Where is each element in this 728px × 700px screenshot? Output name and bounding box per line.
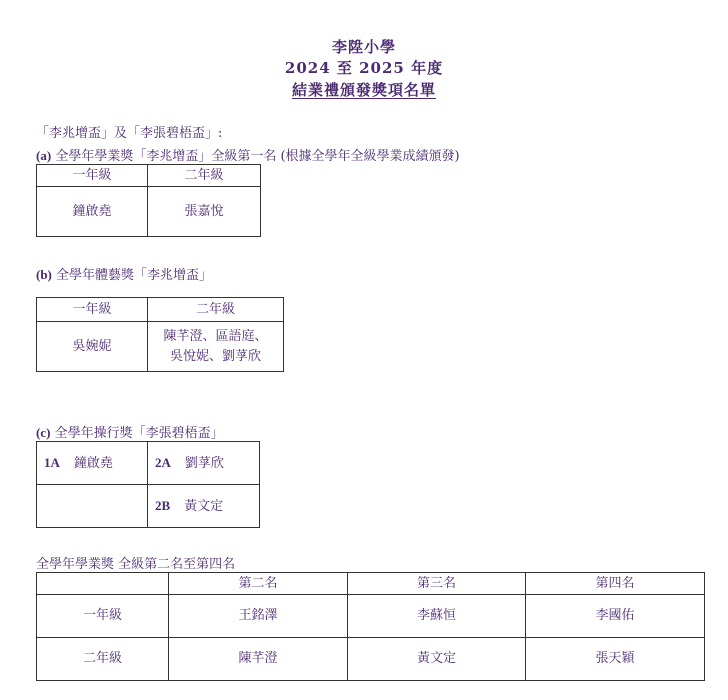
section-c-heading bbox=[36, 422, 224, 441]
table-row bbox=[37, 638, 705, 681]
class-code: 2B bbox=[155, 497, 171, 513]
section-b-names-p2-line1: 陳芊澄、區語庭、 bbox=[163, 328, 268, 344]
class-code: 2A bbox=[155, 454, 171, 470]
section-c-cell-2a bbox=[148, 442, 260, 485]
student-name: 李蘇恒 bbox=[348, 595, 526, 638]
section-b-header-p2: 二年級 bbox=[148, 298, 284, 322]
section-a-title: 全學年學業獎「李兆增盃」全級第一名 (根據全學年全級學業成績頒發) bbox=[55, 149, 460, 164]
ranking-table bbox=[36, 572, 705, 681]
section-a-heading bbox=[36, 145, 460, 164]
class-code: 1A bbox=[44, 454, 60, 470]
section-b-name-p1: 吳婉妮 bbox=[37, 322, 148, 372]
student-name: 鐘啟堯 bbox=[73, 455, 113, 471]
section-c-letter: (c) bbox=[36, 425, 51, 440]
section-c-title: 全學年操行獎「李張碧梧盃」 bbox=[54, 426, 224, 441]
grade-label: 二年級 bbox=[37, 638, 169, 681]
section-b-table bbox=[36, 297, 284, 372]
student-name: 張天穎 bbox=[526, 638, 705, 681]
ranking-title: 全學年學業獎 全級第二名至第四名 bbox=[36, 557, 236, 572]
section-a-letter: (a) bbox=[36, 148, 52, 163]
document-title: 結業禮頒發獎項名單 bbox=[291, 81, 436, 99]
section-a-header-p1: 一年級 bbox=[37, 165, 148, 187]
section-b-names-p2-line2: 吳悅妮、劉莩欣 bbox=[169, 348, 261, 364]
section-c-table bbox=[36, 441, 260, 528]
ranking-header-fourth: 第四名 bbox=[526, 573, 705, 595]
section-b-title: 全學年體藝獎「李兆增盃」 bbox=[56, 268, 213, 283]
grade-label: 一年級 bbox=[37, 595, 169, 638]
ranking-header-third: 第三名 bbox=[348, 573, 526, 595]
section-c-empty-cell bbox=[37, 485, 148, 528]
section-b-header-p1: 一年級 bbox=[37, 298, 148, 322]
school-year: 2024 至 2025 年度 bbox=[284, 59, 444, 77]
student-name: 李國佑 bbox=[526, 595, 705, 638]
section-c-cell-1a bbox=[37, 442, 148, 485]
section-b-letter: (b) bbox=[36, 267, 52, 282]
ranking-header-second: 第二名 bbox=[169, 573, 348, 595]
cups-intro: 「李兆增盃」及「李張碧梧盃」: bbox=[36, 126, 223, 141]
section-a-name-p1: 鐘啟堯 bbox=[37, 187, 148, 237]
student-name: 黃文定 bbox=[184, 498, 224, 514]
student-name: 陳芊澄 bbox=[169, 638, 348, 681]
ranking-header-blank bbox=[37, 573, 169, 595]
section-a-table bbox=[36, 164, 261, 237]
section-b-names-p2 bbox=[148, 322, 284, 372]
section-a-name-p2: 張嘉悅 bbox=[148, 187, 261, 237]
school-name: 李陞小學 bbox=[331, 38, 396, 56]
section-a-header-p2: 二年級 bbox=[148, 165, 261, 187]
section-b-heading bbox=[36, 264, 212, 283]
table-row bbox=[37, 595, 705, 638]
student-name: 黃文定 bbox=[348, 638, 526, 681]
student-name: 劉莩欣 bbox=[184, 455, 224, 471]
section-c-cell-2b bbox=[148, 485, 260, 528]
student-name: 王銘澤 bbox=[169, 595, 348, 638]
